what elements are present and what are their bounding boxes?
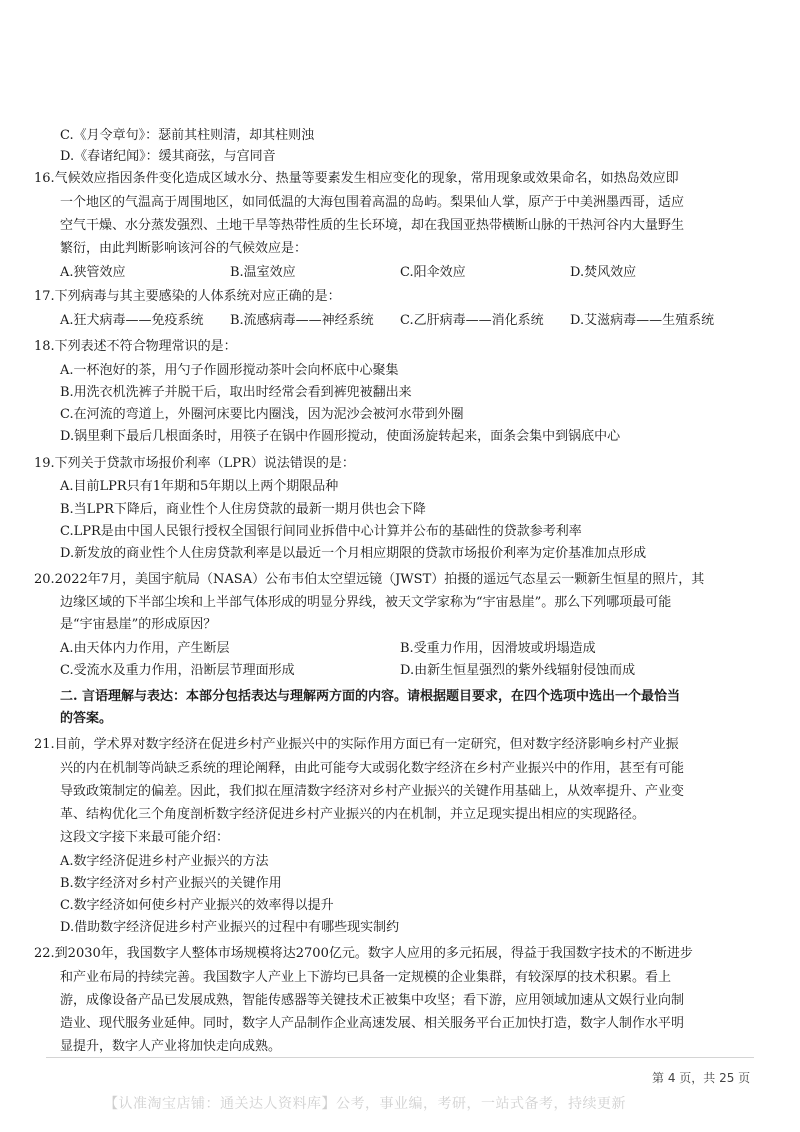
q18-option-d: D.锅里剩下最后几根面条时，用筷子在锅中作圆形搅动，使面汤旋转起来，面条会集中到锅底中心 xyxy=(60,429,621,444)
q21-stem-line-4: 革、结构优化三个角度剖析数字经济促进乡村产业振兴的内在机制，并立足现实提出相应的实现路径。 xyxy=(60,807,646,822)
q20-stem-line-2: 边缘区域的下半部尘埃和上半部气体形成的明显分界线，被天文学家称为“宇宙悬崖”。那么下列哪项最可能 xyxy=(60,595,672,610)
footer-divider xyxy=(46,1057,754,1058)
q17-option-d: D.艾滋病毒——生殖系统 xyxy=(570,313,715,328)
q21-option-d: D.借助数字经济促进乡村产业振兴的过程中有哪些现实制约 xyxy=(60,920,400,935)
q16-option-d: D.焚风效应 xyxy=(570,265,637,280)
section-2-heading-line-1: 二. 言语理解与表达：本部分包括表达与理解两方面的内容。请根据题目要求，在四个选项中选出一个最恰当 xyxy=(60,689,681,704)
q19-option-a: A.目前LPR只有1年期和5年期以上两个期限品种 xyxy=(60,479,339,494)
q19-option-c: C.LPR是由中国人民银行授权全国银行间同业拆借中心计算并公布的基础性的贷款参考利率 xyxy=(60,524,582,539)
q18-stem: 18.下列表述不符合物理常识的是： xyxy=(34,339,237,354)
q16-stem-line-4: 繁衍，由此判断影响该河谷的气候效应是： xyxy=(60,241,308,256)
q15-option-d: D.《春诸纪闻》：缓其商弦，与宫同音 xyxy=(60,149,276,164)
q16-stem-line-1: 16.气候效应指因条件变化造成区域水分、热量等要素发生相应变化的现象，常用现象或效果命名，如热岛效应即 xyxy=(34,171,679,186)
q22-stem-line-1: 22.到2030年，我国数字人整体市场规模将达2700亿元。数字人应用的多元拓展，得益于我国数字技术的不断进步 xyxy=(34,946,693,961)
q22-stem-line-5: 显提升，数字人产业将加快走向成熟。 xyxy=(60,1039,282,1054)
q21-stem-line-1: 21.目前，学术界对数字经济在促进乡村产业振兴中的实际作用方面已有一定研究，但对数字经济影响乡村产业振 xyxy=(34,737,679,752)
q18-option-c: C.在河流的弯道上，外圈河床要比内圈浅，因为泥沙会被河水带到外圈 xyxy=(60,407,464,422)
q16-option-a: A.狭管效应 xyxy=(60,265,126,280)
q19-option-d: D.新发放的商业性个人住房贷款利率是以最近一个月相应期限的贷款市场报价利率为定价基准加点形成 xyxy=(60,546,647,561)
q19-option-b: B.当LPR下降后，商业性个人住房贷款的最新一期月供也会下降 xyxy=(60,502,426,517)
q21-stem-line-3: 导致政策制定的偏差。因此，我们拟在厘清数字经济对乡村产业振兴的关键作用基础上，从效率提升、产业变 xyxy=(60,784,685,799)
q16-option-b: B.温室效应 xyxy=(230,265,296,280)
q20-stem-line-3: 是“宇宙悬崖”的形成原因？ xyxy=(60,617,217,632)
page-number: 第 4 页，共 25 页 xyxy=(652,1071,751,1085)
q20-option-c: C.受流水及重力作用，沿断层节理面形成 xyxy=(60,663,295,678)
q20-option-d: D.由新生恒星强烈的紫外线辐射侵蚀而成 xyxy=(400,663,636,678)
q21-option-a: A.数字经济促进乡村产业振兴的方法 xyxy=(60,854,269,869)
q21-stem-line-2: 兴的内在机制等尚缺乏系统的理论阐释，由此可能夸大或弱化数字经济在乡村产业振兴中的作用，甚至有可能 xyxy=(60,761,685,776)
q17-option-a: A.狂犬病毒——免疫系统 xyxy=(60,313,204,328)
q16-option-c: C.阳伞效应 xyxy=(400,265,466,280)
q17-option-b: B.流感病毒——神经系统 xyxy=(230,313,374,328)
q17-option-c: C.乙肝病毒——消化系统 xyxy=(400,313,544,328)
q15-option-c: C.《月令章句》：瑟前其柱则清，却其柱则浊 xyxy=(60,128,315,143)
section-2-heading-line-2: 的答案。 xyxy=(60,711,113,726)
q16-stem-line-3: 空气干燥、水分蒸发强烈、土地干旱等热带性质的生长环境，却在我国亚热带横断山脉的干热河谷内大量野生 xyxy=(60,218,685,233)
q20-option-b: B.受重力作用，因滑坡或坍塌造成 xyxy=(400,641,596,656)
q19-stem: 19.下列关于贷款市场报价利率（LPR）说法错误的是： xyxy=(34,456,355,471)
q22-stem-line-2: 和产业布局的持续完善。我国数字人产业上下游均已具备一定规模的企业集群，有较深厚的技术积累。看上 xyxy=(60,970,672,985)
q21-option-b: B.数字经济对乡村产业振兴的关键作用 xyxy=(60,876,282,891)
q20-option-a: A.由天体内力作用，产生断层 xyxy=(60,641,230,656)
q18-option-b: B.用洗衣机洗裤子并脱干后，取出时经常会看到裤兜被翻出来 xyxy=(60,385,412,400)
q20-stem-line-1: 20.2022年7月，美国宇航局（NASA）公布韦伯太空望远镜（JWST）拍摄的遥远气态星云一颗新生恒星的照片，其 xyxy=(34,572,705,587)
q21-question: 这段文字接下来最可能介绍： xyxy=(60,830,230,845)
q16-stem-line-2: 一个地区的气温高于周围地区，如同低温的大海包围着高温的岛屿。梨果仙人掌，原产于中美洲墨西哥，适应 xyxy=(60,195,685,210)
q18-option-a: A.一杯泡好的茶，用勺子作圆形搅动茶叶会向杯底中心聚集 xyxy=(60,363,399,378)
q17-stem: 17.下列病毒与其主要感染的人体系统对应正确的是： xyxy=(34,289,341,304)
q22-stem-line-4: 造业、现代服务业延伸。同时，数字人产品制作企业高速发展、相关服务平台正加快打造，数字人制作水平明 xyxy=(60,1016,685,1031)
q22-stem-line-3: 游，成像设备产品已发展成熟，智能传感器等关键技术正被集中攻坚；看下游，应用领域加速从文娱行业向制 xyxy=(60,993,685,1008)
footer-watermark: 【认准淘宝店铺：通关达人资料库】公考，事业编，考研，一站式备考，持续更新 xyxy=(104,1096,626,1112)
q21-option-c: C.数字经济如何使乡村产业振兴的效率得以提升 xyxy=(60,898,334,913)
